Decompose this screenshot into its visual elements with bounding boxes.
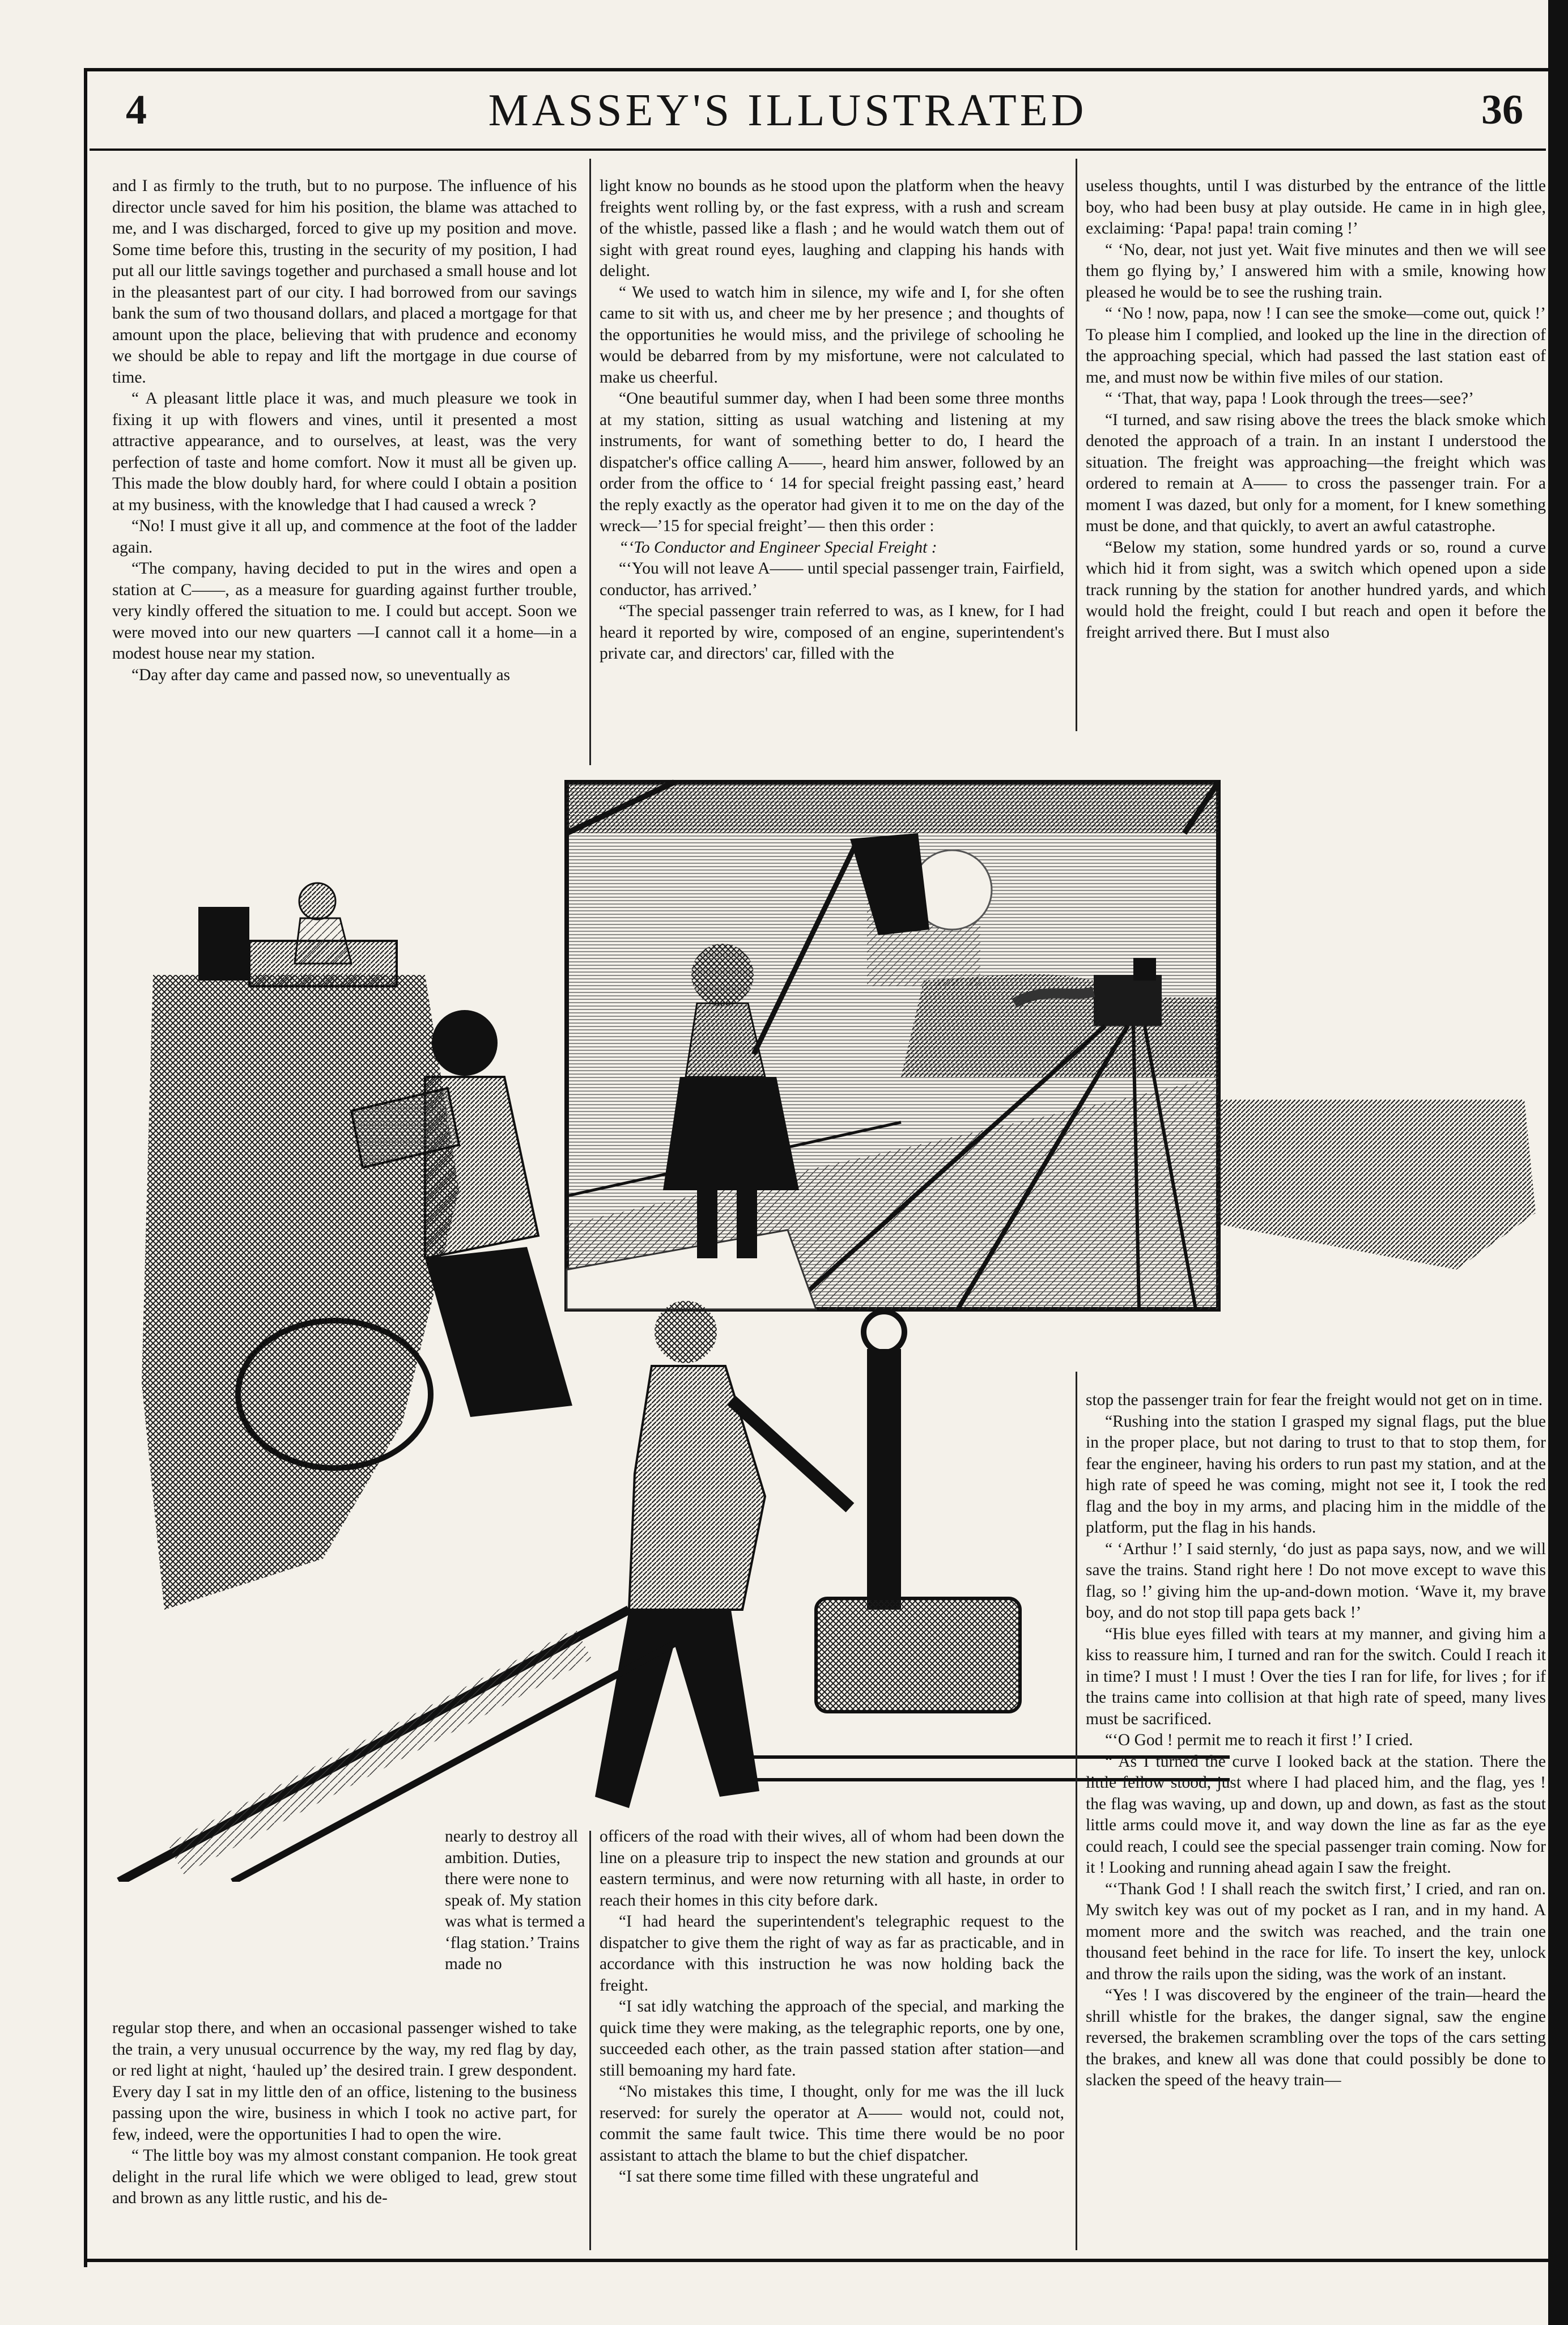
paragraph: “I sat there some time filled with these ungrateful and <box>619 2167 979 2186</box>
page-title: MASSEY'S ILLUSTRATED <box>488 86 1087 135</box>
column-3-upper <box>1086 176 1546 643</box>
switch-signal <box>816 1312 1020 1712</box>
column-rule <box>1076 159 1077 731</box>
paragraph: useless thoughts, until I was disturbed by the entrance of the little boy, who had been busy at play outside. He came in in high glee, exclaiming: ‘Papa! papa! train coming !’ <box>1086 177 1546 237</box>
header-rule <box>90 149 1546 151</box>
man-at-switch <box>595 1301 850 1808</box>
paragraph: stop the passenger train for fear the freight would not get on in time. <box>1086 1391 1543 1409</box>
paragraph: nearly to destroy all ambition. Duties, there were none to speak of. My station was what is termed a ‘flag station.’ Trains made no <box>445 1827 585 1973</box>
column-rule <box>589 159 591 765</box>
paragraph: “Yes ! I was discovered by the engineer of the train—heard the shrill whistle for the brakes, the danger signal, saw the engine reversed, the brakemen scrambling over the tops of the cars setting the brakes, and knew all was done that could possibly be done to slacken the speed of the heavy train— <box>1086 1986 1546 2089</box>
paragraph: “ We used to watch him in silence, my wife and I, for she often came to sit with us, and cheer me by her presence ; and thoughts of the opportunities he would miss, and the privilege of schooling he would be debarred from by my misfortune, were not calculated to make us cheerful. <box>600 283 1064 387</box>
paragraph: “The company, having decided to put in the wires and open a station at C——, as a measure for guarding against further trouble, very kindly offered the situation to me. I could but accept. Soon we were moved into our new quarters —I cannot call it a home—in a modest house near my station. <box>112 559 577 663</box>
column-2-lower <box>600 1826 1064 2188</box>
column-2-upper <box>600 176 1064 665</box>
paragraph: and I as firmly to the truth, but to no purpose. The influence of his director uncle saved for him his position, the blame was attached to me, and I was discharged, forced to give up my position and move. Some time before this, trusting in the security of my position, I had put all our little savings together and purchased a small house and lot in the pleasantest part of our city. I had borrowed from our savings bank the sum of two thousand dollars, and placed a mortgage for that amount upon the place, believing that with prudence and economy we should be able to repay and lift the mortgage in due course of time. <box>112 177 577 387</box>
paragraph: “‘O God ! permit me to reach it first !’ I cried. <box>1105 1731 1413 1749</box>
page-border-top <box>84 68 1563 71</box>
paragraph: officers of the road with their wives, all of whom had been down the line on a pleasure trip to inspect the new station and grounds at our eastern terminus, and were now returning with all haste, in order to reach their homes in this city before dark. <box>600 1827 1064 1910</box>
page-border-bottom <box>84 2259 1563 2262</box>
paragraph: “Below my station, some hundred yards or so, round a curve which hid it from sight, was a switch which opened upon a side track running by the station for another hundred yards, and which would hold the freight, could I but reach and open it before the freight arrived there. But I must also <box>1086 538 1546 642</box>
station-platform-scene <box>567 782 1218 1309</box>
paragraph: “Day after day came and passed now, so uneventually as <box>131 665 511 684</box>
paragraph: “One beautiful summer day, when I had been some three months at my station, sitting as usual watching and listening at my instruments, for want of something better to do, I heard the dispatcher's office calling A——, heard him answer, followed by an order from the office to ‘ 14 for special freight passing east,’ heard the reply exactly as the operator had given it to me on the day of the wreck—’15 for special freight’— then this order : <box>600 389 1064 535</box>
paragraph: “I had heard the superintendent's telegraphic request to the dispatcher to give them the right of way as far as practicable, and in accordance with this instruction he was now holding back the freight. <box>600 1912 1064 1995</box>
page-border-left <box>84 68 87 2267</box>
embankment <box>1218 1100 1536 1270</box>
paragraph: “ A pleasant little place it was, and much pleasure we took in fixing it up with flowers and vines, until it presented a most attractive appearance, and to ourselves, at least, was the very perfection of taste and home comfort. Now it must all be given up. This made the blow doubly hard, for where could I obtain a position at my business, with the knowledge that I had caused a wreck ? <box>112 389 577 514</box>
column-1-upper <box>112 176 577 686</box>
paragraph: light know no bounds as he stood upon the platform when the heavy freights went rolling by, or the fast express, with a rush and scream of the whistle, passed like a flash ; and he would watch them out of sight with great round eyes, laughing and clapping his hands with delight. <box>600 177 1064 280</box>
paragraph: “ ‘That, that way, papa ! Look through the trees—see?’ <box>1105 389 1474 408</box>
paragraph: “‘Thank God ! I shall reach the switch first,’ I cried, and ran on. My switch key was out of my pocket as I ran, and in my hand. A moment more and the switch was reached, and the train one thousand feet behind in the race for life. To insert the key, unlock and throw the rails upon the siding, was the work of an instant. <box>1086 1879 1546 1983</box>
column-rule <box>1076 1372 1077 2250</box>
paragraph: “His blue eyes filled with tears at my manner, and giving him a kiss to reassure him, I turned and ran for the switch. Could I reach it in time? I must ! I must ! Over the ties I ran for life, for lives ; for if the trains came into collision at that high rate of speed, many lives must be sacrificed. <box>1086 1624 1546 1728</box>
paragraph: “I sat idly watching the approach of the special, and marking the quick time they were making, as the telegraphic reports, one by one, succeeded each other, as the train passed station after station—and still bemoaning my hard fate. <box>600 1997 1064 2080</box>
paragraph: “‘You will not leave A—— until special passenger train, Fairfield, conductor, has arrived.’ <box>600 559 1064 599</box>
paragraph: “ ‘No, dear, not just yet. Wait five minutes and then we will see them go flying by,’ I answered him with a smile, knowing how pleased he would be to see the rushing train. <box>1086 240 1546 302</box>
column-3-lower <box>1086 1390 1546 2091</box>
paragraph: “ ‘Arthur !’ I said sternly, ‘do just as papa says, now, and we will save the trains. Stand right here ! Do not move except to wave this flag, so !’ giving him the up-and-down motion. ‘Wave it, my brave boy, and do not stop till papa gets back !’ <box>1086 1539 1546 1622</box>
paragraph: “The special passenger train referred to was, as I knew, for I had heard it reported by wire, composed of an engine, superintendent's private car, and directors' car, filled with the <box>600 602 1064 663</box>
page-number-left: 4 <box>126 87 147 133</box>
paragraph: “No! I must give it all up, and commence at the foot of the ladder again. <box>112 517 577 557</box>
page-number-right: 36 <box>1481 87 1523 133</box>
telegraph-order-heading: “‘To Conductor and Engineer Special Freight : <box>619 538 937 557</box>
paragraph: “No mistakes this time, I thought, only for me was the ill luck reserved: for surely the operator at A—— would not, could not, commit the same fault twice. This time there would be no poor assistant to attach the blame to but the chief dispatcher. <box>600 2082 1064 2165</box>
column-1-lower-narrow <box>445 1826 592 1975</box>
column-1-lower <box>112 2018 577 2209</box>
column-rule <box>589 1831 591 2250</box>
paragraph: “ As I turned the curve I looked back at the station. There the little fellow stood, just where I had placed him, and the flag, yes ! the flag was waving, up and down, up and down, as fast as the stout little arms could move it, and way down the line as far as the eye could reach, I could see the special passenger train coming. Now for it ! Looking and running ahead again I saw the freight. <box>1086 1752 1546 1877</box>
paragraph: “ The little boy was my almost constant companion. He took great delight in the rural life which we were obliged to lead, grew stout and brown as any little rustic, and his de- <box>112 2146 577 2207</box>
paragraph: “Rushing into the station I grasped my signal flags, put the blue in the proper place, but not daring to trust to that to stop them, for fear the engineer, having his orders to run past my station, and at the high rate of speed he was coming, might not see it, I took the red flag and the boy in my arms, and placing him in the middle of the platform, put the flag in his hands. <box>1086 1412 1546 1537</box>
paragraph: “ ‘No ! now, papa, now ! I can see the smoke—come out, quick !’ To please him I complied, and looked up the line in the direction of the approaching special, which had passed the last station east of me, and must now be within five miles of our station. <box>1086 304 1546 387</box>
locomotive-with-engineer <box>142 883 572 1610</box>
paragraph: regular stop there, and when an occasional passenger wished to take the train, a very unusual occurrence by the way, my red flag by day, or red light at night, ‘hauled up’ the desired train. I grew despondent. Every day I sat in my little den of an office, listening to the business passing upon the wire, business in which I took no active part, for few, indeed, were the opportunities I had to open the wire. <box>112 2019 577 2144</box>
paragraph: “I turned, and saw rising above the trees the black smoke which denoted the approach of a train. In an instant I understood the situation. The freight was approaching—the freight which was ordered to remain at A—— to cross the passenger train. For a moment I was dazed, but only for a moment, for I knew something must be done, and that quickly, to avert an awful catastrophe. <box>1086 410 1546 535</box>
